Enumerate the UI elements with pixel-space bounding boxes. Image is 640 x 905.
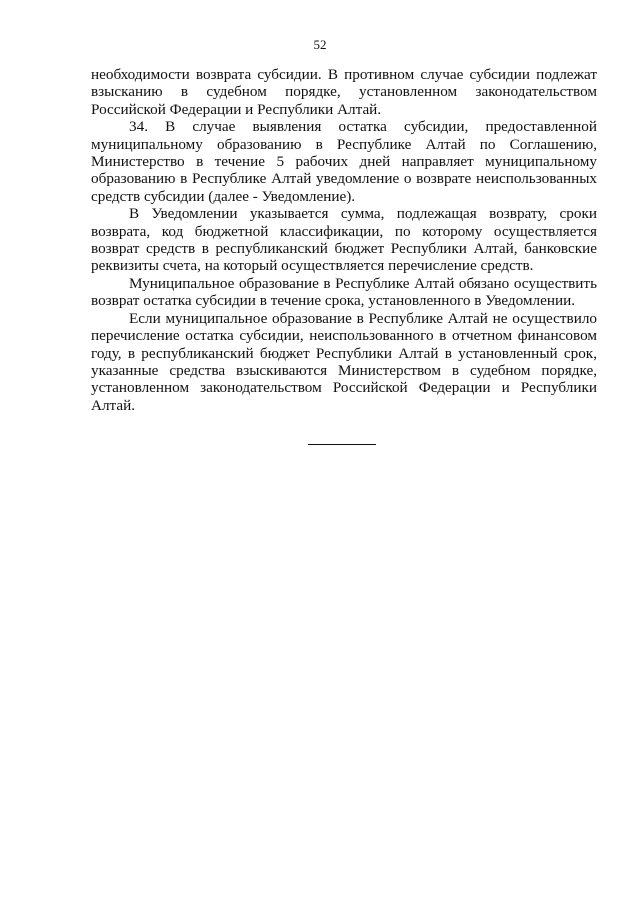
end-separator-line: [308, 444, 376, 445]
paragraph-continuation: необходимости возврата субсидии. В противном случае субсидии подлежат взысканию в судебном порядке, установленном законодательством Российской Федерации и Республики Алтай.: [91, 66, 597, 118]
paragraph-notice-contents: В Уведомлении указывается сумма, подлежащая возврату, сроки возврата, код бюджетной классификации, по которому осуществляется возврат средств в республиканский бюджет Республики Алтай, банковские реквизиты счета, на который осуществляется перечисление средств.: [91, 205, 597, 275]
paragraph-return-obligation: Муниципальное образование в Республике Алтай обязано осуществить возврат остатка субсидии в течение срока, установленного в Уведомлении.: [91, 274, 597, 310]
page-number: 52: [313, 37, 327, 52]
paragraph-recovery: Если муниципальное образование в Республике Алтай не осуществило перечисление остатка субсидии, неиспользованного в отчетном финансовом году, в республиканский бюджет Республики Алтай в установленный срок, указанные средства взыскиваются Министерством в судебном порядке, установленном законодательством Российской Федерации и Республики Алтай.: [91, 309, 597, 414]
paragraph-item-34: 34. В случае выявления остатка субсидии, предоставленной муниципальному образованию в Республике Алтай по Соглашению, Министерство в течение 5 рабочих дней направляет муниципальному образованию в Республике Алтай уведомление о возврате неиспользованных средств субсидии (далее - Уведомление).: [91, 118, 597, 205]
document-body: [91, 66, 597, 414]
